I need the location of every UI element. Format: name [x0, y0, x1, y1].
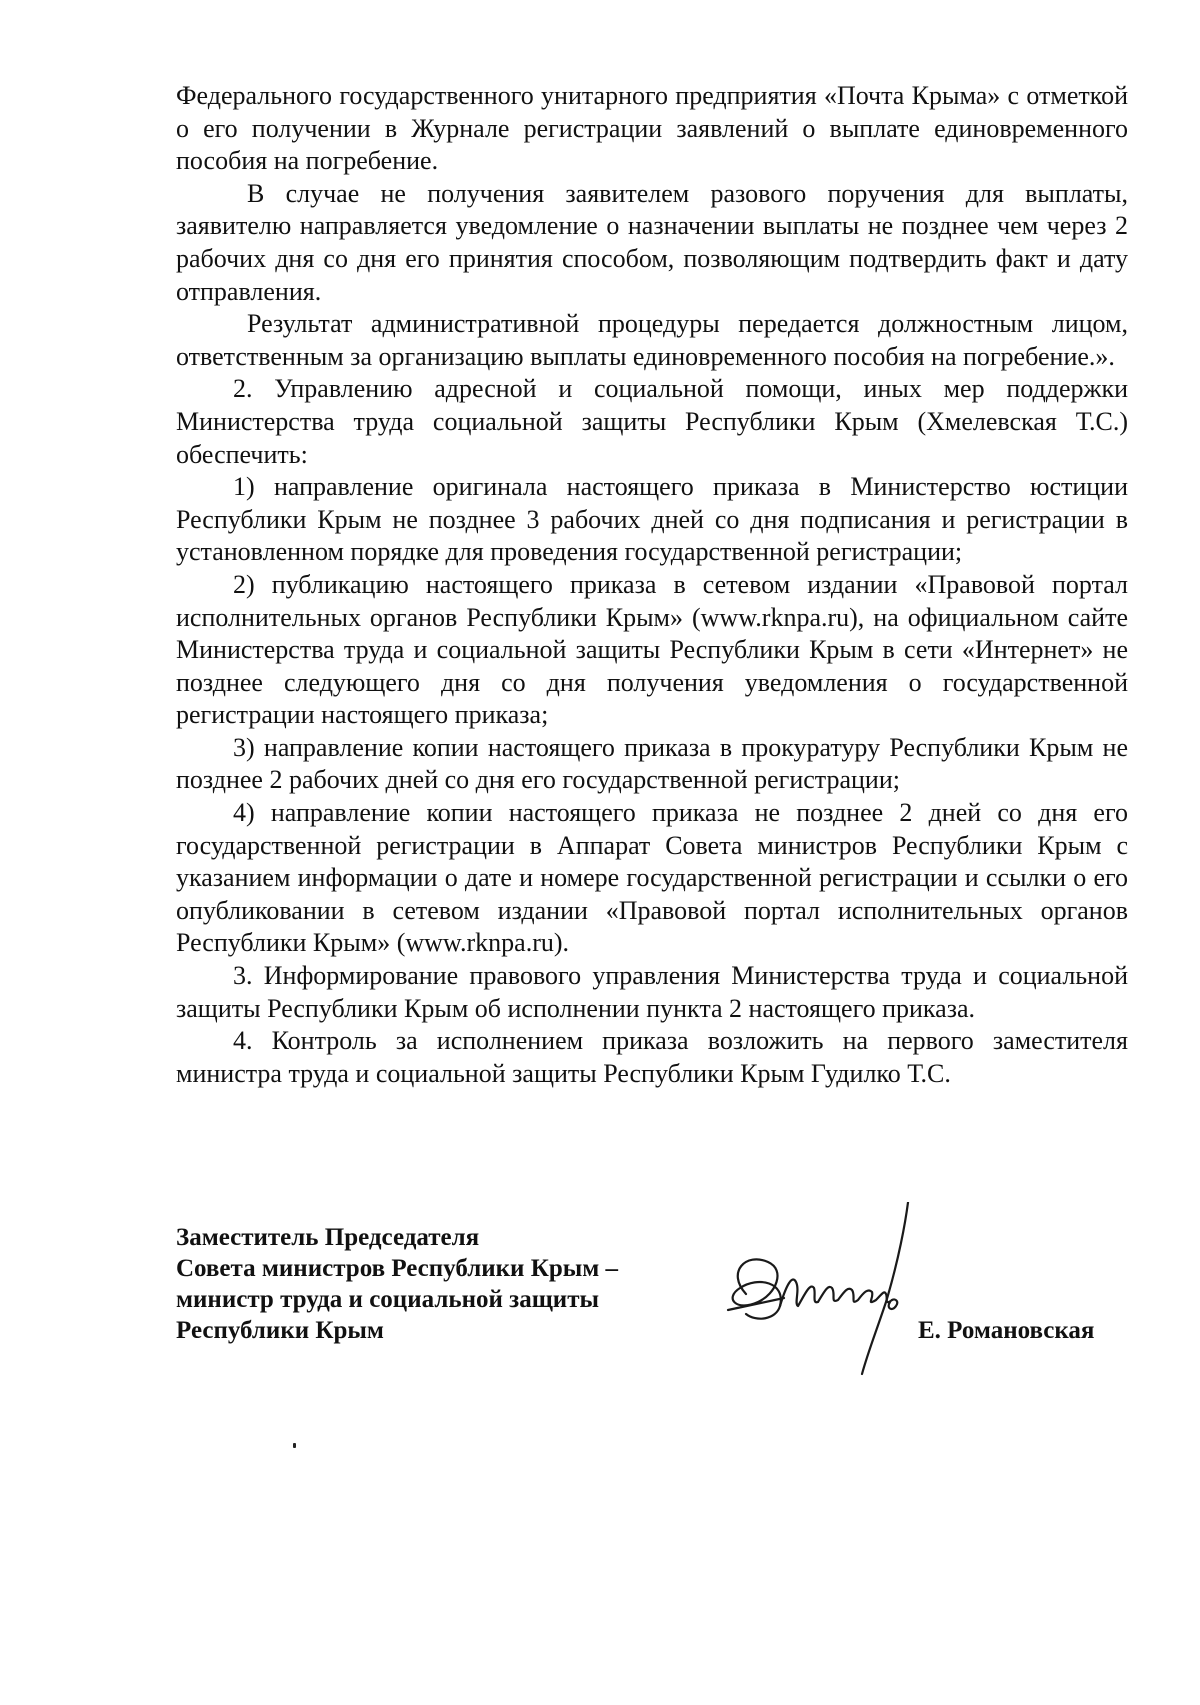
paragraph-item-4: 4. Контроль за исполнением приказа возложить на первого заместителя министра труда и социальной защиты Республики Крым Гудилко Т.С. [176, 1026, 1128, 1088]
paragraph-postal-continuation: Федерального государственного унитарного предприятия «Почта Крыма» с отметкой о его получении в Журнале регистрации заявлений о выплате единовременного пособия на погребение. [176, 81, 1128, 176]
signatory-name: Е. Романовская [918, 1317, 1095, 1344]
signatory-title-line: Заместитель Председателя [176, 1224, 480, 1251]
paragraph-notification: В случае не получения заявителем разового поручения для выплаты, заявителю направляется уведомление о назначении выплаты не позднее чем через 2 рабочих дня со дня его принятия способом, позволяющим подтвердить факт и дату отправления. [176, 178, 1128, 306]
signatory-title [176, 1222, 618, 1346]
signatory-title-line: министр труда и социальной защиты [176, 1286, 599, 1313]
signatory-title-line: Республики Крым [176, 1317, 384, 1344]
signatory-title-line: Совета министров Республики Крым – [176, 1255, 619, 1282]
handwritten-signature-icon [706, 1202, 926, 1382]
paragraph-subitem-2: 2) публикацию настоящего приказа в сетевом издании «Правовой портал исполнительных органов Республики Крым» (www.rknpa.ru), на официальном сайте Министерства труда и социальной защиты Республики Крым в сети «Интернет» не позднее следующего дня со дня получения уведомления о государственной регистрации настоящего приказа; [176, 569, 1128, 730]
paragraph-procedure-result: Результат административной процедуры передается должностным лицом, ответственным за организацию выплаты единовременного пособия на погребение.». [176, 309, 1128, 371]
paragraph-item-3: 3. Информирование правового управления Министерства труда и социальной защиты Республики Крым об исполнении пункта 2 настоящего приказа. [176, 961, 1128, 1023]
paragraph-item-2: 2. Управлению адресной и социальной помощи, иных мер поддержки Министерства труда социальной защиты Республики Крым (Хмелевская Т.С.) обеспечить: [176, 374, 1128, 469]
document-body [176, 80, 1128, 1090]
signature-block [176, 1222, 1136, 1382]
paragraph-subitem-1: 1) направление оригинала настоящего приказа в Министерство юстиции Республики Крым не позднее 3 рабочих дней со дня подписания и регистрации в установленном порядке для проведения государственной регистрации; [176, 472, 1128, 567]
paragraph-subitem-3: 3) направление копии настоящего приказа в прокуратуру Республики Крым не позднее 2 рабочих дней со дня его государственной регистрации; [176, 732, 1128, 795]
scan-speck [293, 1443, 296, 1448]
paragraph-subitem-4: 4) направление копии настоящего приказа не позднее 2 дней со дня его государственной регистрации в Аппарат Совета министров Республики Крым с указанием информации о дате и номере государственной регистрации и ссылки о его опубликовании в сетевом издании «Правовой портал исполнительных органов Республики Крым» (www.rknpa.ru). [176, 798, 1128, 958]
